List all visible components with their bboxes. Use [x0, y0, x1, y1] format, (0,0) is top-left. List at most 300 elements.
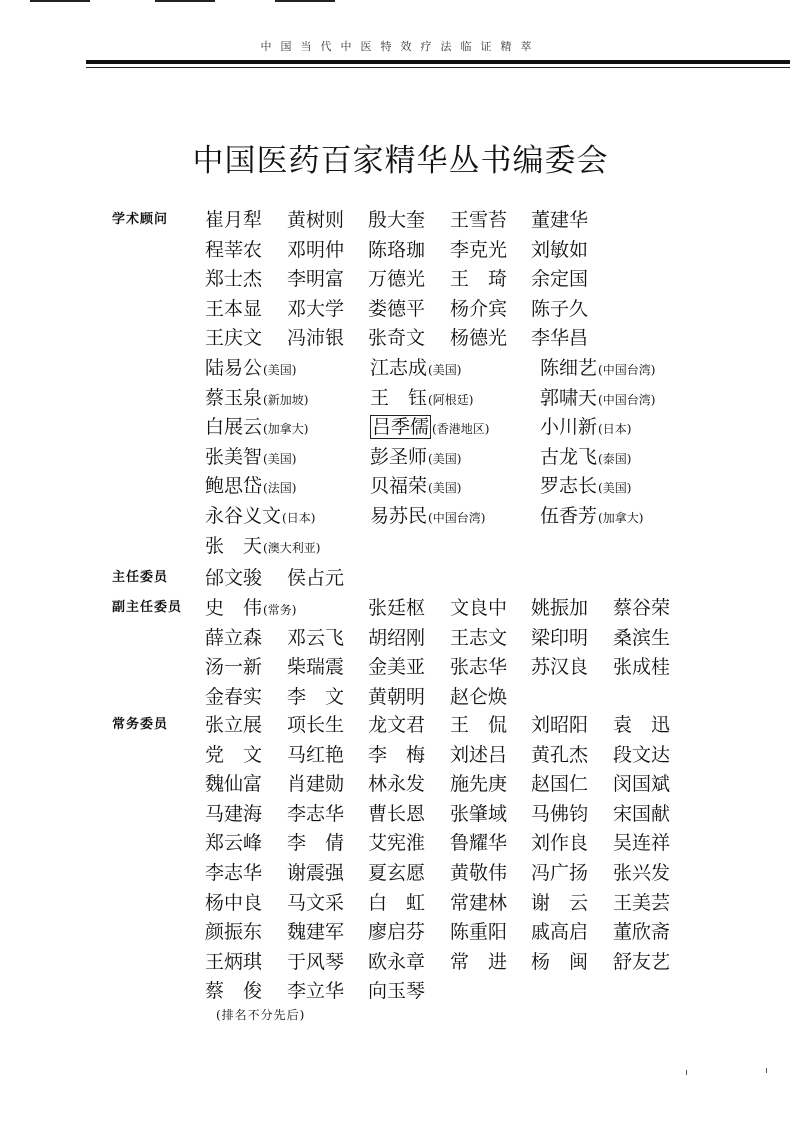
member-name-text: 王庆文: [205, 327, 263, 350]
member-note: (美国): [263, 363, 297, 377]
member-name: [531, 769, 588, 799]
member-name: [205, 917, 262, 947]
member-name: [450, 888, 507, 918]
member-name-text: 柴瑞震: [287, 656, 345, 679]
member-name-text: 金春实: [205, 685, 263, 708]
member-name: [287, 264, 344, 294]
running-header: 中国当代中医特效疗法临证精萃: [260, 40, 541, 53]
member-name-text: 陈重阳: [450, 921, 508, 944]
member-name: [531, 323, 588, 353]
member-name: [613, 623, 670, 653]
member-name: [450, 917, 507, 947]
member-name-text: 颜振东: [205, 921, 263, 944]
member-name: [613, 740, 670, 770]
scan-mark: [155, 0, 215, 2]
member-name: [531, 917, 588, 947]
member-name-text: 欧永章: [368, 950, 426, 973]
member-name-text: 吕季儒: [372, 416, 430, 439]
member-name: [370, 471, 461, 503]
member-name-text: 马建海: [205, 802, 263, 825]
member-name: [287, 917, 344, 947]
member-name-text: 苏汉良: [531, 656, 589, 679]
member-note: (美国): [598, 481, 632, 496]
member-name: [205, 828, 262, 858]
member-name: [368, 710, 425, 740]
name-row: [0, 769, 801, 799]
member-name: [287, 294, 344, 324]
name-row: [0, 264, 801, 294]
member-name-text: 永谷义文: [205, 505, 282, 527]
member-name: [450, 623, 507, 653]
name-row: [0, 799, 801, 829]
member-note: (日本): [282, 511, 316, 525]
member-name: [368, 769, 425, 799]
member-name-text: 冯沛银: [287, 327, 345, 350]
member-name: [368, 740, 425, 770]
member-name: [368, 917, 425, 947]
member-name: [450, 652, 507, 682]
member-name: [205, 593, 296, 625]
member-name: [370, 383, 473, 415]
member-name: [205, 235, 262, 265]
member-note: (新加坡): [263, 392, 309, 407]
member-name: [531, 652, 588, 682]
member-name: [531, 235, 588, 265]
member-name: [531, 593, 588, 623]
header-rule-thick: [86, 60, 790, 64]
member-name-text: 邓大学: [287, 297, 345, 320]
member-name-text: 邓云飞: [287, 626, 345, 649]
member-name-text: 白 虹: [368, 891, 426, 914]
member-name: [287, 710, 344, 740]
member-name-text: 党 文: [205, 743, 263, 766]
member-name: [205, 710, 262, 740]
member-name-text: 常 进: [450, 950, 508, 973]
member-name: [370, 353, 461, 385]
member-name-text: 李志华: [205, 862, 263, 884]
member-name: [368, 264, 425, 294]
member-name: [205, 623, 262, 653]
member-name-text: 文良中: [450, 597, 508, 619]
member-name-text: 闵国斌: [613, 773, 671, 796]
member-name: [205, 976, 262, 1006]
member-name-text: 姚振加: [531, 597, 589, 619]
member-name-text: 杨德光: [450, 327, 508, 350]
member-name-text: 陈子久: [531, 297, 589, 320]
member-name: [205, 442, 296, 474]
member-name: [531, 858, 588, 888]
member-name-text: 林永发: [368, 773, 426, 796]
section-label: 学术顾问: [112, 212, 169, 227]
member-name-text: 魏建军: [287, 921, 345, 944]
member-name-text: 李 梅: [368, 743, 426, 766]
member-name-text: 张奇文: [368, 327, 426, 350]
member-name-text: 王 琦: [450, 268, 508, 291]
member-name: [205, 740, 262, 770]
member-name: [205, 501, 315, 533]
member-name: [531, 294, 588, 324]
member-note: (美国): [428, 481, 462, 496]
member-name: [450, 323, 507, 353]
member-name: [205, 412, 308, 444]
member-name: [205, 531, 320, 563]
member-name-text: 王雪苔: [450, 209, 508, 231]
member-name: [205, 858, 262, 888]
member-name-text: 胡绍刚: [368, 626, 426, 649]
member-name: [368, 652, 425, 682]
member-note: (日本): [598, 422, 632, 437]
member-name: [531, 264, 588, 294]
member-note: (加拿大): [263, 422, 309, 437]
member-name: [531, 623, 588, 653]
member-name: [370, 442, 461, 474]
member-name: [205, 471, 296, 503]
member-note: (美国): [428, 451, 462, 466]
member-name-text: 李立华: [287, 980, 345, 1003]
member-name-text: 刘述吕: [450, 743, 508, 766]
member-note: (加拿大): [598, 511, 644, 525]
member-name-text: 贝福荣: [370, 475, 428, 498]
member-name-text: 张 天: [205, 534, 263, 557]
member-name: [613, 593, 670, 623]
member-name-text: 江志成: [370, 357, 428, 379]
name-row: [0, 858, 801, 888]
member-name: [368, 828, 425, 858]
page-title: 中国医药百家精华丛书编委会: [192, 143, 609, 179]
member-name: [287, 205, 344, 235]
member-name: [205, 264, 262, 294]
member-name-text: 谢 云: [531, 891, 589, 914]
name-row: [0, 501, 801, 531]
member-name: [540, 501, 643, 533]
member-name-text: 梁印明: [531, 626, 589, 649]
member-name-text: 于风琴: [287, 950, 345, 973]
member-name-text: 夏玄愿: [368, 862, 426, 884]
name-row: [0, 235, 801, 265]
member-name-text: 戚高启: [531, 921, 589, 944]
member-name: [450, 205, 507, 235]
member-name: [531, 740, 588, 770]
member-name-text: 李 倩: [287, 832, 345, 855]
member-name-text: 马红艳: [287, 743, 345, 766]
member-name: [287, 888, 344, 918]
member-name: [531, 888, 588, 918]
scan-speck: [686, 1070, 687, 1075]
member-name-text: 殷大奎: [368, 209, 426, 231]
member-name: [368, 976, 425, 1006]
member-name: [368, 235, 425, 265]
member-name: [205, 353, 296, 385]
name-row: [0, 205, 801, 235]
member-name: [368, 888, 425, 918]
header-rule-thin: [86, 67, 790, 68]
member-note: (法国): [263, 481, 297, 496]
member-name-text: 张廷枢: [368, 597, 426, 619]
member-name-text: 张成桂: [613, 656, 671, 679]
member-name-text: 古龙飞: [540, 445, 598, 468]
member-name-text: 万德光: [368, 268, 426, 291]
section-label: 常务委员: [112, 717, 169, 732]
member-name-text: 艾宪淮: [368, 832, 426, 855]
member-name: [287, 563, 344, 593]
member-name-text: 李明富: [287, 268, 345, 291]
member-name: [370, 412, 489, 444]
member-name-text: 程莘农: [205, 238, 263, 261]
member-name: [370, 501, 485, 533]
member-name: [540, 353, 655, 385]
member-name-text: 王 钰: [370, 386, 428, 409]
member-name-text: 张志华: [450, 656, 508, 679]
member-name-text: 陆易公: [205, 357, 263, 379]
member-name-text: 董欣斋: [613, 921, 671, 944]
member-name-text: 曹长恩: [368, 802, 426, 825]
member-name-text: 袁 迅: [613, 714, 671, 736]
member-name: [368, 205, 425, 235]
member-name: [450, 294, 507, 324]
member-name-text: 黄孔杰: [531, 743, 589, 766]
member-name: [287, 769, 344, 799]
member-name-text: 肖建勋: [287, 773, 345, 796]
member-name-text: 史 伟: [205, 597, 263, 619]
member-name-text: 马佛钧: [531, 802, 589, 825]
member-name-text: 赵仑焕: [450, 685, 508, 708]
member-name-text: 张立展: [205, 714, 263, 736]
member-note: (香港地区): [432, 422, 490, 437]
member-name-text: 杨 闽: [531, 950, 589, 973]
member-name: [205, 799, 262, 829]
member-name-text: 陈珞珈: [368, 238, 426, 261]
name-row: [0, 531, 801, 561]
member-name: [613, 652, 670, 682]
member-name-text: 李克光: [450, 238, 508, 261]
member-note: (中国台湾): [598, 363, 656, 377]
member-name-text: 郑云峰: [205, 832, 263, 855]
member-name-text: 王 侃: [450, 714, 508, 736]
member-name-text: 王炳琪: [205, 950, 263, 973]
member-name-text: 项长生: [287, 714, 345, 736]
member-name: [287, 323, 344, 353]
member-name: [540, 471, 631, 503]
member-name-text: 黄树则: [287, 209, 345, 231]
member-note: (泰国): [598, 451, 632, 466]
member-name-text: 桑滨生: [613, 626, 671, 649]
member-name: [531, 710, 588, 740]
member-name-text: 冯广扬: [531, 862, 589, 884]
member-name: [613, 858, 670, 888]
member-name-text: 杨介宾: [450, 297, 508, 320]
scan-speck: [766, 1068, 767, 1073]
scan-mark: [30, 0, 90, 2]
member-name: [368, 858, 425, 888]
member-name: [450, 740, 507, 770]
member-name: [613, 710, 670, 740]
member-name-text: 李志华: [287, 802, 345, 825]
member-name: [287, 947, 344, 977]
member-name: [450, 710, 507, 740]
member-name-text: 蔡 俊: [205, 980, 263, 1003]
member-name: [531, 828, 588, 858]
member-name-text: 魏仙富: [205, 773, 263, 796]
member-name-text: 金美亚: [368, 656, 426, 679]
member-name: [613, 947, 670, 977]
member-note: (美国): [428, 363, 462, 377]
member-name: [613, 828, 670, 858]
name-row: [0, 294, 801, 324]
member-name-text: 王本显: [205, 297, 263, 320]
member-name-text: 赵国仁: [531, 773, 589, 796]
member-name: [613, 888, 670, 918]
member-name: [450, 593, 507, 623]
member-name: [450, 947, 507, 977]
member-name: [205, 682, 262, 712]
name-row: [0, 442, 801, 472]
member-name-text: 宋国献: [613, 802, 671, 825]
member-name: [531, 799, 588, 829]
member-name-text: 彭圣师: [370, 445, 428, 468]
member-name: [205, 769, 262, 799]
member-name-text: 吴连祥: [613, 832, 671, 855]
member-name: [287, 799, 344, 829]
member-name-text: 廖启芬: [368, 921, 426, 944]
name-row: [0, 740, 801, 770]
name-row: [0, 652, 801, 682]
member-name-text: 董建华: [531, 209, 589, 231]
member-name: [287, 858, 344, 888]
name-row: [0, 471, 801, 501]
member-name-text: 薛立森: [205, 626, 263, 649]
name-row: [0, 593, 801, 623]
name-row: [0, 828, 801, 858]
member-name-text: 鲍思岱: [205, 475, 263, 498]
member-name: [540, 442, 631, 474]
member-name-text: 黄朝明: [368, 685, 426, 708]
member-name-text: 邰文骏: [205, 567, 263, 589]
section-label: 主任委员: [112, 570, 169, 585]
member-name: [540, 383, 655, 415]
member-name: [450, 858, 507, 888]
name-row: [0, 412, 801, 442]
member-name: [450, 769, 507, 799]
member-name: [368, 947, 425, 977]
member-name-text: 张兴发: [613, 862, 671, 884]
member-name-text: 余定国: [531, 268, 589, 291]
member-name: [450, 264, 507, 294]
member-name: [287, 235, 344, 265]
name-row: [0, 947, 801, 977]
member-name: [540, 412, 631, 444]
member-name: [205, 652, 262, 682]
member-name: [531, 947, 588, 977]
member-name-text: 谢震强: [287, 862, 345, 884]
member-name: [450, 799, 507, 829]
footnote: (排名不分先后): [216, 1008, 306, 1022]
member-name-text: 蔡谷荣: [613, 597, 671, 619]
member-name-text: 小川新: [540, 416, 598, 439]
member-name-text: 白展云: [205, 416, 263, 439]
member-name-text: 舒友艺: [613, 950, 671, 973]
member-name: [531, 205, 588, 235]
name-row: [0, 710, 801, 740]
member-name-text: 易苏民: [370, 505, 428, 527]
member-name-text: 刘敏如: [531, 238, 589, 261]
member-name-text: 刘昭阳: [531, 714, 589, 736]
member-name: [613, 917, 670, 947]
member-name-text: 娄德平: [368, 297, 426, 320]
member-note: (中国台湾): [428, 511, 486, 525]
member-name: [205, 383, 308, 415]
member-name-text: 郭啸天: [540, 386, 598, 409]
member-name: [613, 799, 670, 829]
member-name: [368, 623, 425, 653]
member-name: [287, 976, 344, 1006]
member-name-text: 李 文: [287, 685, 345, 708]
member-name: [368, 593, 425, 623]
member-name-text: 张肇域: [450, 802, 508, 825]
name-row: [0, 888, 801, 918]
member-name: [287, 682, 344, 712]
member-name-text: 陈细艺: [540, 357, 598, 379]
member-name: [287, 623, 344, 653]
member-name: [287, 740, 344, 770]
member-note: (澳大利亚): [263, 540, 321, 555]
member-note: (阿根廷): [428, 392, 474, 407]
member-note: (中国台湾): [598, 392, 656, 407]
name-row: [0, 563, 801, 593]
member-name: [450, 682, 507, 712]
member-name-text: 李华昌: [531, 327, 589, 350]
member-name: [205, 205, 262, 235]
name-row: [0, 976, 801, 1006]
member-name-text: 王志文: [450, 626, 508, 649]
member-name-text: 汤一新: [205, 656, 263, 679]
member-name-text: 施先庚: [450, 773, 508, 796]
member-name-text: 黄敬伟: [450, 862, 508, 884]
member-name: [205, 888, 262, 918]
member-name: [450, 828, 507, 858]
name-row: [0, 917, 801, 947]
member-name-text: 蔡玉泉: [205, 386, 263, 409]
member-name: [287, 652, 344, 682]
member-name: [205, 323, 262, 353]
member-name: [287, 828, 344, 858]
member-name-text: 杨中良: [205, 891, 263, 914]
member-name-text: 侯占元: [287, 567, 345, 589]
member-name-text: 伍香芳: [540, 505, 598, 527]
member-name: [613, 769, 670, 799]
member-name: [368, 799, 425, 829]
member-name-text: 崔月犁: [205, 209, 263, 231]
member-name: [450, 235, 507, 265]
member-name-text: 张美智: [205, 445, 263, 468]
name-row: [0, 682, 801, 712]
member-name: [368, 682, 425, 712]
member-name: [368, 294, 425, 324]
member-name: [205, 947, 262, 977]
member-name-text: 鲁耀华: [450, 832, 508, 855]
member-name-text: 常建林: [450, 891, 508, 914]
member-name-text: 罗志长: [540, 475, 598, 498]
member-name: [368, 323, 425, 353]
member-name-text: 刘作良: [531, 832, 589, 855]
member-name-text: 段文达: [613, 743, 671, 766]
member-name: [205, 294, 262, 324]
member-note: (美国): [263, 451, 297, 466]
section-label: 副主任委员: [112, 600, 183, 615]
name-row: [0, 353, 801, 383]
member-name-text: 龙文君: [368, 714, 426, 736]
member-name-text: 郑士杰: [205, 268, 263, 291]
member-name-text: 邓明仲: [287, 238, 345, 261]
